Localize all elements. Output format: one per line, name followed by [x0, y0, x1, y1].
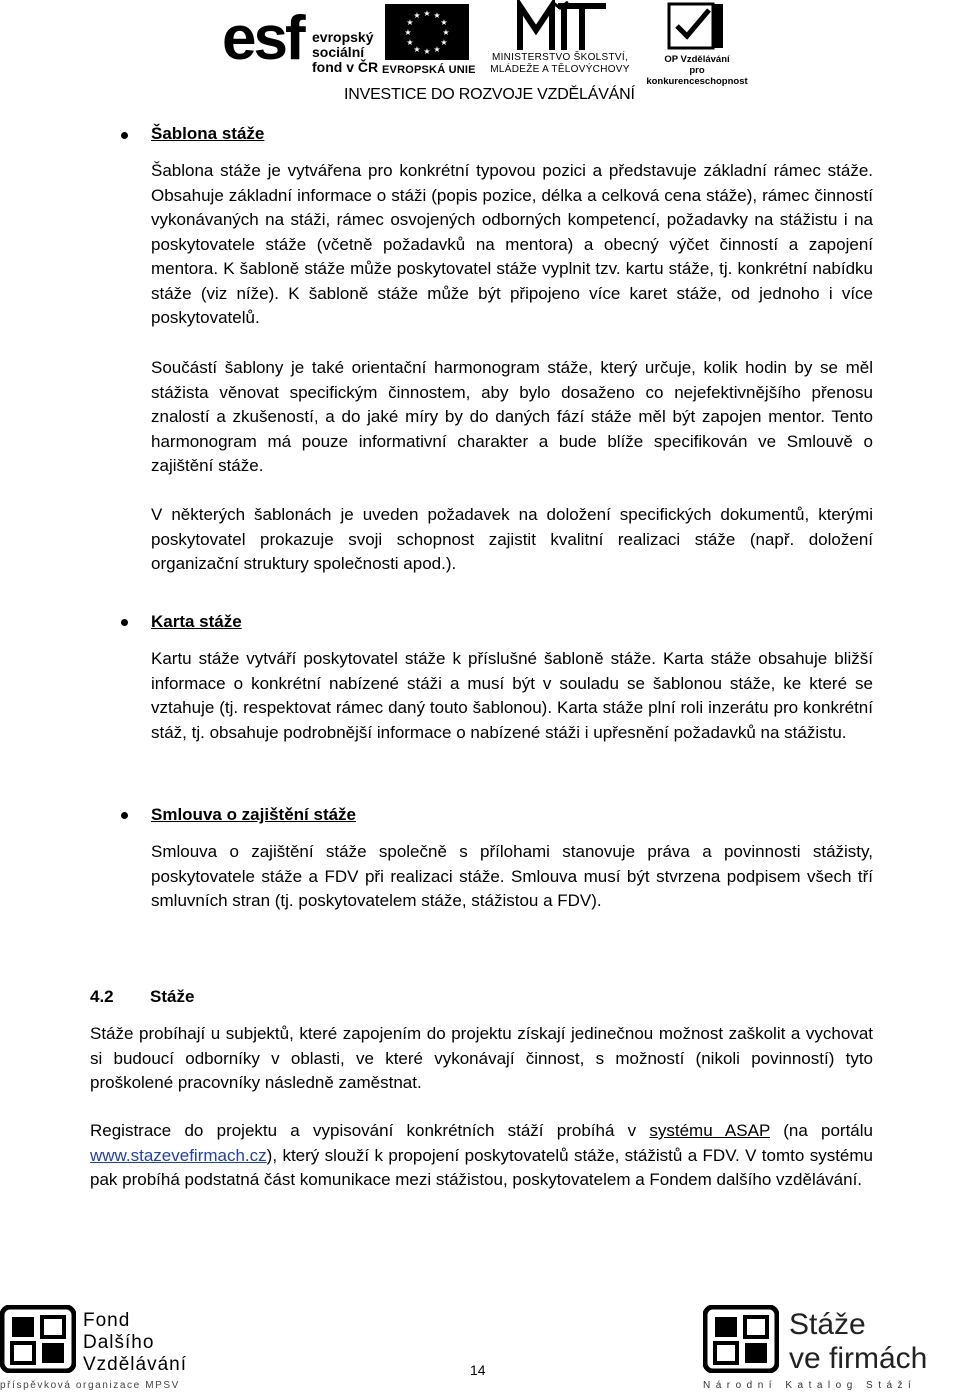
bullet-icon — [121, 619, 128, 626]
fdv-subtitle: příspěvková organizace MPSV — [0, 1380, 180, 1391]
svg-text:★: ★ — [433, 45, 441, 54]
svf-subtitle: Národní Katalog Stáží — [703, 1380, 917, 1391]
link-system-asap[interactable]: systému ASAP — [649, 1121, 770, 1140]
op-caption: OP Vzdělávání pro konkurenceschopnost — [646, 54, 748, 87]
bullet-icon — [121, 132, 128, 139]
investice-slogan: INVESTICE DO ROZVOJE VZDĚLÁVÁNÍ — [344, 86, 635, 103]
svg-text:★: ★ — [404, 28, 412, 37]
heading-sablona: Šablona stáže — [151, 124, 265, 143]
bullet-icon — [121, 812, 128, 819]
paragraph-smlouva-1: Smlouva o zajištění stáže společně s přílohami stanovuje práva a povinnosti stážisty, poskytovatele stáže a FDV při realizaci stáže. Smlouva musí být stvrzena podpisem všech tří smluvních stran (tj. poskytovatelem stáže, stážistou a FDV). — [151, 842, 873, 910]
msmt-caption: MINISTERSTVO ŠKOLSTVÍ, MLÁDEŽE A TĚLOVÝCHOVY — [490, 52, 630, 75]
section-number: 4.2 — [90, 987, 114, 1006]
svg-text:★: ★ — [440, 38, 448, 47]
msmt-logo-icon — [512, 0, 612, 52]
paragraph-staze-1: Stáže probíhají u subjektů, které zapojením do projektu získají jedinečnou možnost zaškolit a vychovat si budoucí odborníky v oblasti, ve které vykonávají činnost, s možností (nikoli povinností) tyto proškolené pracovníky následně zaměstnat. — [90, 1024, 873, 1092]
svg-text:★: ★ — [433, 11, 441, 20]
section-heading-4-2 — [90, 987, 194, 1007]
svg-text:★: ★ — [413, 45, 421, 54]
heading-smlouva: Smlouva o zajištění stáže — [151, 805, 357, 824]
esf-logo: esf — [222, 4, 303, 73]
link-stazevefirmach[interactable]: www.stazevefirmach.cz — [90, 1145, 267, 1165]
svf-logo-icon — [703, 1305, 779, 1373]
heading-karta: Karta stáže — [151, 612, 242, 631]
svg-text:★: ★ — [413, 11, 421, 20]
svg-text:★: ★ — [440, 18, 448, 27]
svg-text:★: ★ — [442, 28, 450, 37]
header-logos — [0, 0, 960, 110]
paragraph-karta-1: Kartu stáže vytváří poskytovatel stáže k příslušné šabloně stáže. Karta stáže obsahuje bližší informace o konkrétní nabízené stáži a musí být v souladu se šablonou stáže, ke které se vztahuje (tj. respektovat rámec daný touto šablonou). Karta stáže plní roli inzerátu pro konkrétní stáž, tj. obsahuje podrobnější informace o nabízené stáži i upřesnění požadavků na stážistu. — [151, 649, 873, 742]
paragraph-sablona-2: Součástí šablony je také orientační harmonogram stáže, který určuje, kolik hodin by se měl stážista věnovat specifickým činnostem, aby bylo dosaženo co nejefektivnějšího přenosu znalostí a zkušeností, a do jaké míry by do daných fází stáže měl být zapojen mentor. Tento harmonogram má pouze informativní charakter a bude blíže specifikován ve Smlouvě o zajištění stáže. — [151, 358, 873, 475]
eu-caption: EVROPSKÁ UNIE — [382, 64, 476, 76]
paragraph-staze-2: Registrace do projektu a vypisování konkrétních stáží probíhá v systému ASAP (na portálu www.stazevefirmach.cz), který slouží k propojení poskytovatelů stáže, stážistů a FDV. V tomto systému pak probíhá podstatná část komunikace mezi stážistou, poskytovatelem a Fondem dalšího vzdělávání. — [90, 1121, 873, 1189]
fdv-logo-icon — [0, 1305, 76, 1373]
op-vk-logo-icon — [665, 2, 727, 50]
svg-text:★: ★ — [423, 9, 431, 18]
esf-logo-text: evropský sociální fond v ČR — [312, 29, 379, 75]
eu-flag-icon — [385, 4, 469, 60]
section-title: Stáže — [150, 987, 195, 1006]
paragraph-sablona-3: V některých šablonách je uveden požadavek na doložení specifických dokumentů, kterými poskytovatel prokazuje svoji schopnost zajistit kvalitní realizaci stáže (např. doložení organizační struktury společnosti apod.). — [151, 505, 873, 573]
fdv-logo-text: Fond Dalšího Vzdělávání — [83, 1310, 188, 1375]
paragraph-sablona-1: Šablona stáže je vytvářena pro konkrétní typovou pozici a představuje základní rámec stáže. Obsahuje základní informace o stáži (popis pozice, délka a celková cena stáže), rámec činností vykonávaných na stáži, rámec osvojených odborných kompetencí, požadavky na stážistu i na poskytovatele stáže (včetně požadavků na mentora) a obecný výčet činností a zapojení mentora. K šabloně stáže může poskytovatel stáže vyplnit tzv. kartu stáže, tj. konkrétní nabídku stáže (viz níže). K šabloně stáže může být připojeno více karet stáže, od jednoho i více poskytovatelů. — [151, 161, 873, 327]
svg-text:★: ★ — [406, 38, 414, 47]
svg-text:★: ★ — [423, 47, 431, 56]
svf-logo-text: Stáže ve firmách — [789, 1308, 928, 1375]
page-number: 14 — [470, 1362, 486, 1378]
svg-text:★: ★ — [406, 18, 414, 27]
